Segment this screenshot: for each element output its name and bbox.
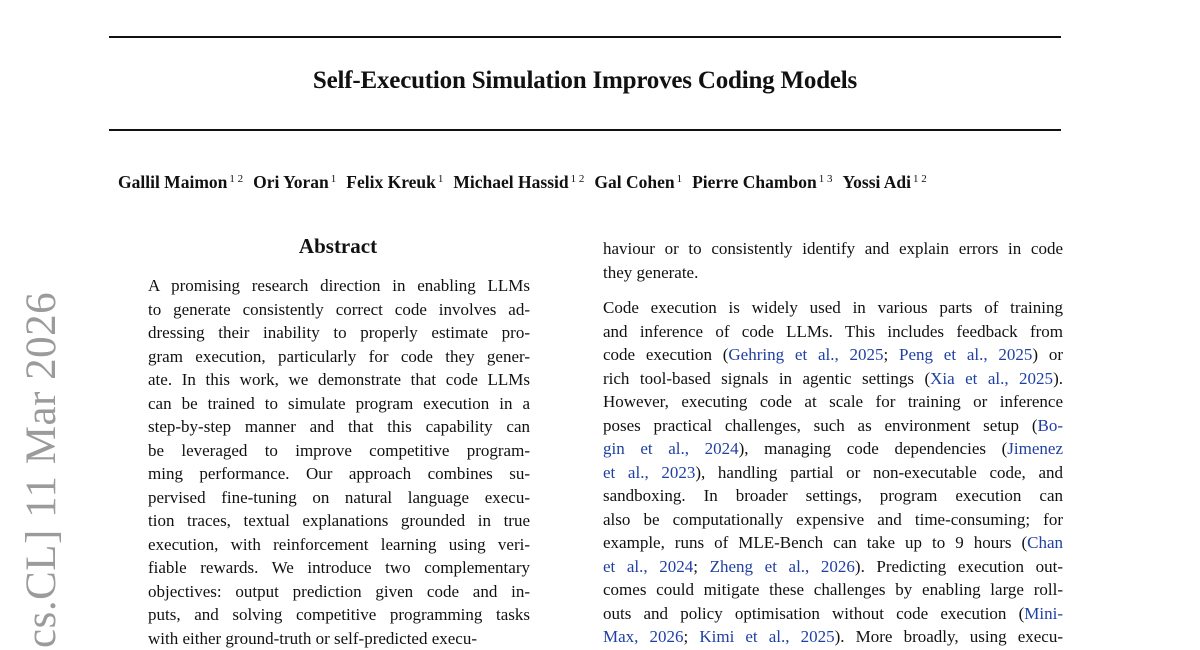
author-name bbox=[842, 172, 926, 192]
text-line: ate. In this work, we demonstrate that code LLMs bbox=[148, 368, 530, 392]
text-segment: poses practical challenges, such as environment setup ( bbox=[603, 416, 1038, 435]
text-segment: and inference of code LLMs. This includes feedback from bbox=[603, 322, 1063, 341]
text-segment: ; bbox=[693, 557, 709, 576]
citation-link[interactable]: gin et al., 2024 bbox=[603, 439, 739, 458]
text-segment: ; bbox=[684, 627, 700, 646]
citation-link[interactable]: Max, 2026 bbox=[603, 627, 684, 646]
text-line: they generate. bbox=[603, 261, 1063, 285]
citation-link[interactable]: Bo- bbox=[1038, 416, 1064, 435]
text-line: execution, with reinforcement learning using veri- bbox=[148, 533, 530, 557]
author-name-text: Felix Kreuk bbox=[346, 172, 436, 192]
text-line: to generate consistently correct code involves ad- bbox=[148, 298, 530, 322]
text-segment: ). More broadly, using execu- bbox=[835, 627, 1063, 646]
text-line: tion traces, textual explanations grounded in true bbox=[148, 509, 530, 533]
author-name-text: Michael Hassid bbox=[453, 172, 568, 192]
author-affiliation: 1 2 bbox=[913, 173, 927, 185]
text-line: with either ground-truth or self-predicted execu- bbox=[148, 627, 530, 650]
text-line bbox=[603, 437, 1063, 461]
text-line: step-by-step manner and that this capability can bbox=[148, 415, 530, 439]
text-segment: ; bbox=[884, 345, 900, 364]
author-name bbox=[453, 172, 584, 192]
text-segment: However, executing code at scale for training or inference bbox=[603, 392, 1063, 411]
abstract-body bbox=[148, 274, 530, 650]
paper-title: Self-Execution Simulation Improves Coding Models bbox=[0, 67, 1170, 95]
text-line: fiable rewards. We introduce two complementary bbox=[148, 556, 530, 580]
citation-link[interactable]: et al., 2024 bbox=[603, 557, 693, 576]
author-list bbox=[118, 172, 1078, 193]
citation-link[interactable]: Gehring et al., 2025 bbox=[728, 345, 883, 364]
text-line: be leveraged to improve competitive program- bbox=[148, 439, 530, 463]
text-line: gram execution, particularly for code they gener- bbox=[148, 345, 530, 369]
text-line bbox=[603, 343, 1063, 367]
text-line bbox=[603, 625, 1063, 649]
text-line: can be trained to simulate program execution in a bbox=[148, 392, 530, 416]
author-name-text: Yossi Adi bbox=[842, 172, 911, 192]
title-bottom-rule bbox=[109, 129, 1061, 131]
text-segment: ), managing code dependencies ( bbox=[739, 439, 1008, 458]
text-line bbox=[603, 578, 1063, 602]
author-name-text: Pierre Chambon bbox=[692, 172, 817, 192]
citation-link[interactable]: Xia et al., 2025 bbox=[930, 369, 1053, 388]
text-segment: ). Predicting execution out- bbox=[855, 557, 1063, 576]
abstract-heading: Abstract bbox=[148, 234, 528, 259]
citation-link[interactable]: Mini- bbox=[1024, 604, 1063, 623]
citation-link[interactable]: Peng et al., 2025 bbox=[899, 345, 1032, 364]
text-line bbox=[603, 320, 1063, 344]
author-name bbox=[118, 172, 243, 192]
author-name bbox=[692, 172, 832, 192]
text-line: haviour or to consistently identify and explain errors in code bbox=[603, 237, 1063, 261]
text-line: pervised fine-tuning on natural language execu- bbox=[148, 486, 530, 510]
text-segment: Code execution is widely used in various parts of training bbox=[603, 298, 1063, 317]
title-top-rule bbox=[109, 36, 1061, 38]
author-name-text: Gallil Maimon bbox=[118, 172, 227, 192]
author-name bbox=[253, 172, 336, 192]
citation-link[interactable]: Kimi et al., 2025 bbox=[699, 627, 834, 646]
text-segment: outs and policy optimisation without code execution ( bbox=[603, 604, 1024, 623]
text-segment: ). bbox=[1053, 369, 1063, 388]
citation-link[interactable]: Jimenez bbox=[1007, 439, 1063, 458]
author-name bbox=[594, 172, 682, 192]
text-line: dressing their inability to properly estimate pro- bbox=[148, 321, 530, 345]
text-segment: ), handling partial or non-executable code, and bbox=[695, 463, 1063, 482]
text-line bbox=[603, 390, 1063, 414]
text-line bbox=[603, 602, 1063, 626]
author-affiliation: 1 bbox=[677, 173, 683, 185]
citation-link[interactable]: Zheng et al., 2026 bbox=[710, 557, 855, 576]
author-affiliation: 1 2 bbox=[571, 173, 585, 185]
intro-paragraph-2 bbox=[603, 296, 1063, 649]
text-line: ming performance. Our approach combines su- bbox=[148, 462, 530, 486]
intro-paragraph-1 bbox=[603, 237, 1063, 284]
author-affiliation: 1 bbox=[438, 173, 444, 185]
text-line: A promising research direction in enabling LLMs bbox=[148, 274, 530, 298]
text-line bbox=[603, 531, 1063, 555]
text-segment: code execution ( bbox=[603, 345, 728, 364]
text-segment: example, runs of MLE-Bench can take up to 9 hours ( bbox=[603, 533, 1027, 552]
arxiv-stamp: cs.CL] 11 Mar 2026 bbox=[17, 292, 66, 648]
citation-link[interactable]: Chan bbox=[1027, 533, 1063, 552]
author-name bbox=[346, 172, 443, 192]
author-affiliation: 1 2 bbox=[229, 173, 243, 185]
author-name-text: Gal Cohen bbox=[594, 172, 674, 192]
text-line bbox=[603, 296, 1063, 320]
author-name-text: Ori Yoran bbox=[253, 172, 329, 192]
text-line bbox=[603, 367, 1063, 391]
author-affiliation: 1 bbox=[331, 173, 337, 185]
text-line: objectives: output prediction given code and in- bbox=[148, 580, 530, 604]
text-line bbox=[603, 555, 1063, 579]
text-segment: also be computationally expensive and time-consuming; for bbox=[603, 510, 1063, 529]
text-line bbox=[603, 461, 1063, 485]
text-line bbox=[603, 414, 1063, 438]
text-segment: ) or bbox=[1032, 345, 1063, 364]
author-affiliation: 1 3 bbox=[819, 173, 833, 185]
text-segment: comes could mitigate these challenges by enabling large roll- bbox=[603, 580, 1063, 599]
text-line bbox=[603, 484, 1063, 508]
citation-link[interactable]: et al., 2023 bbox=[603, 463, 695, 482]
text-segment: sandboxing. In broader settings, program execution can bbox=[603, 486, 1063, 505]
text-line: puts, and solving competitive programming tasks bbox=[148, 603, 530, 627]
text-segment: rich tool-based signals in agentic settings ( bbox=[603, 369, 930, 388]
text-line bbox=[603, 508, 1063, 532]
